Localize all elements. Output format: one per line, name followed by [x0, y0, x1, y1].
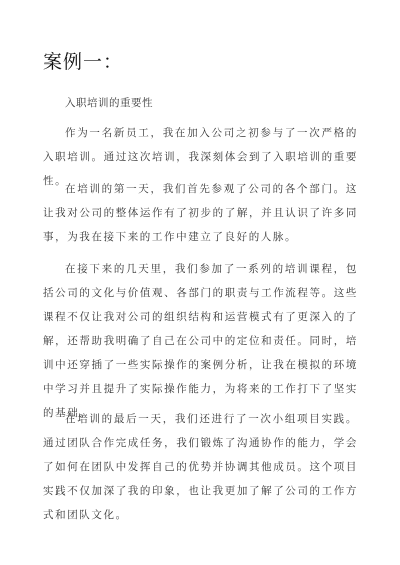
paragraph-first-day: 在培训的第一天，我们首先参观了公司的各个部门。这让我对公司的整体运作有了初步的了解，并且认识了许多同事，为我在接下来的工作中建立了良好的人脉。	[43, 183, 358, 243]
case-title: 案例一：	[43, 51, 124, 73]
paragraph-training-courses: 在接下来的几天里，我们参加了一系列的培训课程，包括公司的文化与价值观、各部门的职责与工作流程等。这些课程不仅让我对公司的组织结构和运营模式有了更深入的了解，还帮助我明确了自己在公司中的定位和责任。同时，培训中还穿插了一些实际操作的案例分析，让我在模拟的环境中学习并且提升了实际操作能力，为将来的工作打下了坚实的基础。	[43, 263, 358, 419]
paragraph-last-day: 在培训的最后一天，我们还进行了一次小组项目实践。通过团队合作完成任务，我们锻炼了沟通协作的能力，学会了如何在团队中发挥自己的优势并协调其他成员。这个项目实践不仅加深了我的印象，也让我更加了解了公司的工作方式和团队文化。	[43, 413, 358, 521]
paragraph-intro: 作为一名新员工，我在加入公司之初参与了一次严格的入职培训。通过这次培训，我深刻体会到了入职培训的重要性。	[43, 127, 358, 187]
section-subtitle: 入职培训的重要性	[65, 97, 153, 109]
